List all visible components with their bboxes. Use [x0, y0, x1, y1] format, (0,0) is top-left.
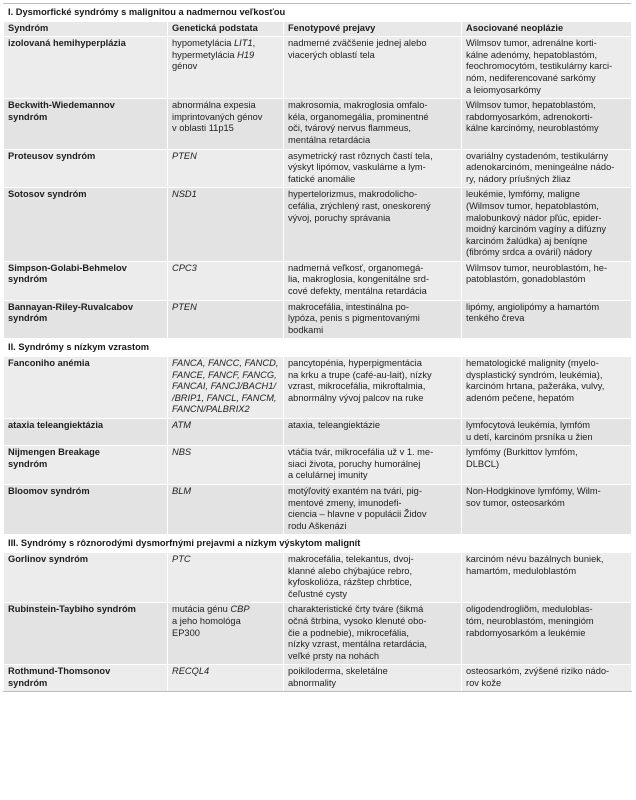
gene-symbol: H19	[237, 49, 255, 60]
gene-symbol: CPC3	[172, 262, 197, 273]
genetic-basis	[168, 603, 284, 665]
associated-neoplasia: osteosarkóm, zvýšené riziko nádo- rov kože	[462, 665, 632, 692]
phenotype: ataxia, teleangiektázie	[284, 419, 462, 446]
phenotype: charakteristické črty tváre (šikmá očná štrbina, vysoko klenuté obo- čie a podnebie), mikrocefália, nízky vzrast, mentálna retardácia, veľké prsty na nohách	[284, 603, 462, 665]
table-row	[4, 149, 632, 188]
genetic-basis	[168, 665, 284, 692]
table-row	[4, 446, 632, 485]
section-title: III. Syndrómy s rôznorodými dysmorfnými prejavmi a nízkym výskytom malignít	[4, 535, 632, 553]
gene-symbol: FANCA, FANCC, FANCD, FANCE, FANCF, FANCG, FANCAI, FANCJ/BACH1/ /BRIP1, FANCL, FANCM, FANCN/PALBRIX2	[172, 358, 279, 415]
genetic-basis	[168, 419, 284, 446]
genetic-basis	[168, 149, 284, 188]
genetic-basis	[168, 37, 284, 99]
syndrome-name: izolovaná hemihyperplázia	[4, 37, 168, 99]
genetic-basis	[168, 261, 284, 300]
syndrome-name: Bloomov syndróm	[4, 484, 168, 534]
genetic-text: génov	[172, 61, 198, 72]
column-header: Fenotypové prejavy	[284, 21, 462, 37]
syndromes-table	[3, 3, 632, 692]
gene-symbol: BLM	[172, 485, 192, 496]
syndrome-name: Proteusov syndróm	[4, 149, 168, 188]
table-row	[4, 665, 632, 692]
gene-symbol: ATM	[172, 420, 191, 430]
table-row	[4, 99, 632, 149]
phenotype: motýľovitý exantém na tvári, pig- mentové zmeny, imunodefi- ciencia – hlavne v populácii Židov rodu Aškenázi	[284, 484, 462, 534]
syndrome-name: Simpson-Golabi-Behmelov syndróm	[4, 261, 168, 300]
section-title-row	[4, 339, 632, 357]
section-title: II. Syndrómy s nízkym vzrastom	[4, 339, 632, 357]
associated-neoplasia: Wilmsov tumor, hepatoblastóm, rabdomyosarkóm, adrenokorti- kálne karcinómy, neuroblastómy	[462, 99, 632, 149]
genetic-text: mutácia génu	[172, 604, 231, 615]
associated-neoplasia: leukémie, lymfómy, maligne (Wilmsov tumor, hepatoblastóm, malobunkový nádor pľúc, epider- moidný karcinóm vagíny a difúzny karcinóm žalúdka) aj beníqne (fibrómy srdca a ovárií) nádory	[462, 188, 632, 262]
gene-symbol: PTC	[172, 553, 191, 564]
column-header: Syndróm	[4, 21, 168, 37]
gene-symbol: NBS	[172, 447, 192, 458]
genetic-text: hypometylácia	[172, 38, 235, 49]
phenotype: nadmerná veľkosť, organomegá- lia, makroglosia, kongenitálne srd- cové defekty, mentálna retardácia	[284, 261, 462, 300]
genetic-basis	[168, 552, 284, 602]
syndrome-name: Gorlinov syndróm	[4, 552, 168, 602]
phenotype: hypertelorizmus, makrodolicho- cefália, zrýchlený rast, oneskorený vývoj, poruchy správania	[284, 188, 462, 262]
phenotype: makrocefália, intestinálna po- lypóza, penis s pigmentovanými bodkami	[284, 300, 462, 339]
section-title-row	[4, 4, 632, 22]
table-row	[4, 603, 632, 665]
table-row	[4, 37, 632, 99]
column-header: Genetická podstata	[168, 21, 284, 37]
gene-symbol: PTEN	[172, 150, 197, 161]
genetic-text: abnormálna expesia imprintovaných génov v oblasti 11p15	[172, 100, 263, 134]
phenotype: poikiloderma, skeletálne abnormality	[284, 665, 462, 692]
table-row	[4, 419, 632, 446]
table-row	[4, 188, 632, 262]
associated-neoplasia: lymfocytová leukémia, lymfóm u detí, karcinóm prsníka u žien	[462, 419, 632, 446]
syndrome-name: Nijmengen Breakage syndróm	[4, 446, 168, 485]
genetic-text: , hypermetylácia	[172, 38, 256, 60]
table-body	[4, 4, 632, 692]
associated-neoplasia: oligodendrogliõm, meduloblas- tóm, neuroblastóm, meningióm rabdomyosarkóm a leukémie	[462, 603, 632, 665]
gene-symbol: RECQL4	[172, 666, 210, 677]
gene-symbol: LIT1	[234, 38, 253, 49]
associated-neoplasia: hematologické malignity (myelo- dysplastický syndróm, leukémia), karcinóm hrtana, pažeráka, vulvy, adenóm pečene, hepatóm	[462, 357, 632, 419]
table-row	[4, 484, 632, 534]
associated-neoplasia: ovariálny cystadenóm, testikulárny adenokarcinóm, meningeálne nádo- ry, nádory príušných žliaz	[462, 149, 632, 188]
genetic-basis	[168, 357, 284, 419]
column-header: Asociované neoplázie	[462, 21, 632, 37]
associated-neoplasia: lymfómy (Burkittov lymfóm, DLBCL)	[462, 446, 632, 485]
genetic-basis	[168, 300, 284, 339]
syndromes-table-container	[3, 3, 631, 692]
genetic-basis	[168, 484, 284, 534]
syndrome-name: Beckwith-Wiedemannov syndróm	[4, 99, 168, 149]
section-title-row	[4, 535, 632, 553]
phenotype: makrocefália, telekantus, dvoj- klanné alebo chýbajúce rebro, kyfoskolióza, rázštep chrbtice, čeľustné cysty	[284, 552, 462, 602]
genetic-basis	[168, 188, 284, 262]
table-header-row	[4, 21, 632, 37]
gene-symbol: CBP	[230, 604, 250, 615]
gene-symbol: PTEN	[172, 301, 197, 312]
syndrome-name: Rubinstein-Taybiho syndróm	[4, 603, 168, 665]
phenotype: vtáčia tvár, mikrocefália už v 1. me- siaci života, poruchy humorálnej a celulárnej imunity	[284, 446, 462, 485]
phenotype: nadmerné zväčšenie jednej alebo viacerých oblastí tela	[284, 37, 462, 99]
syndrome-name: Fanconiho anémia	[4, 357, 168, 419]
table-row	[4, 357, 632, 419]
phenotype: pancytopénia, hyperpigmentácia na krku a trupe (café-au-lait), nízky vzrast, mikrocefália, mikroftalmia, abnormálny vývoj palcov na ruke	[284, 357, 462, 419]
table-row	[4, 552, 632, 602]
genetic-basis	[168, 99, 284, 149]
table-row	[4, 300, 632, 339]
syndrome-name: Sotosov syndróm	[4, 188, 168, 262]
associated-neoplasia: Non-Hodgkinove lymfómy, Wilm- sov tumor, osteosarkóm	[462, 484, 632, 534]
associated-neoplasia: Wilmsov tumor, adrenálne korti- kálne adenómy, hepatoblastóm, feochromocytóm, testikulárny karci- nóm, nediferencované sarkómy a leiomyosarkómy	[462, 37, 632, 99]
phenotype: asymetrický rast rôznych častí tela, výskyt lipómov, vaskulárne a lym- fatické anomálie	[284, 149, 462, 188]
syndrome-name: ataxia teleangiektázia	[4, 419, 168, 446]
genetic-basis	[168, 446, 284, 485]
gene-symbol: NSD1	[172, 189, 197, 200]
associated-neoplasia: Wilmsov tumor, neuroblastóm, he- patoblastóm, gonadoblastóm	[462, 261, 632, 300]
table-row	[4, 261, 632, 300]
section-title: I. Dysmorfické syndrómy s malignitou a nadmernou veľkosťou	[4, 4, 632, 22]
genetic-text: a jeho homológa EP300	[172, 615, 241, 638]
associated-neoplasia: karcinóm névu bazálnych buniek, hamartóm, meduloblastóm	[462, 552, 632, 602]
syndrome-name: Bannayan-Riley-Ruvalcabov syndróm	[4, 300, 168, 339]
associated-neoplasia: lipómy, angiolipómy a hamartóm tenkého čreva	[462, 300, 632, 339]
syndrome-name: Rothmund-Thomsonov syndróm	[4, 665, 168, 692]
phenotype: makrosomia, makroglosia omfalo- kéla, organomegália, prominentné oči, tvárový nervus flammeus, mentálna retardácia	[284, 99, 462, 149]
